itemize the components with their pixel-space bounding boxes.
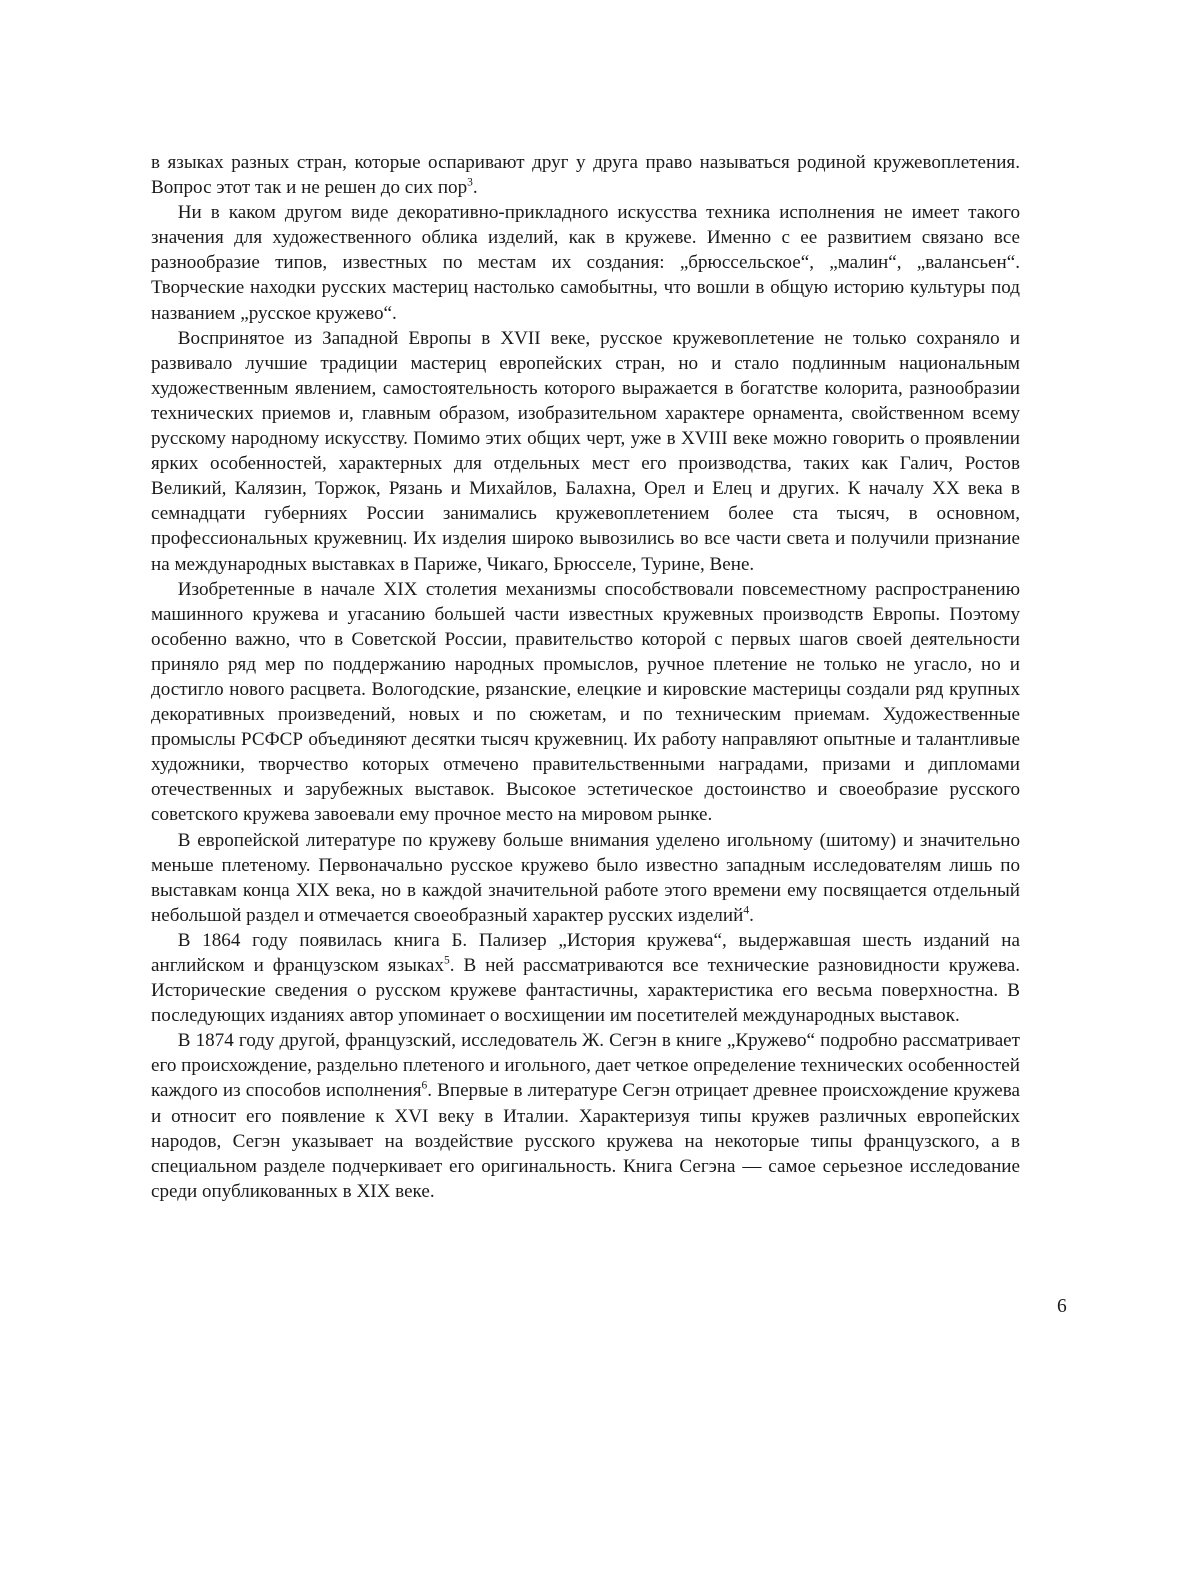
paragraph-text: Ни в каком другом виде декоративно-прикладного искусства техника исполнения не имеет такого значения для художественного облика изделий, как в кружеве. Именно с ее развитием связано все разнообразие типов, известных по местам их создания: „брюссельское“, „малин“, „валансьен“. Творческие находки русских мастериц настолько самобытны, что вошли в общую историю культуры под названием „русское кружево“. — [151, 202, 1020, 324]
footnote-marker: 3 — [467, 176, 473, 189]
paragraph-text: Воспринятое из Западной Европы в XVII веке, русское кружевоплетение не только сохраняло и развивало лучшие традиции мастериц европейских стран, но и стало подлинным национальным художественным явлением, самостоятельность которого выражается в богатстве колорита, разнообразии технических приемов и, главным образом, изобразительном характере орнамента, свойственном всему русскому народному искусству. Помимо этих общих черт, уже в XVIII веке можно говорить о проявлении ярких особенностей, характерных для отдельных мест его производства, таких как Галич, Ростов Великий, Калязин, Торжок, Рязань и Михайлов, Балахна, Орел и Елец и других. К началу XX века в семнадцати губерниях России занимались кружевоплетением более ста тысяч, в основном, профессиональных кружевниц. Их изделия широко вывозились во все части света и получили признание на международных выставках в Париже, Чикаго, Брюсселе, Турине, Вене. — [151, 327, 1020, 575]
paragraph-text: . — [749, 904, 754, 926]
paragraph-text: В 1864 году появилась книга Б. Пализер „История кружева“, выдержавшая шесть изданий на английском и французском языках — [151, 929, 1020, 976]
paragraph-text: В 1874 году другой, французский, исследователь Ж. Сегэн в книге „Кружево“ подробно рассматривает его происхождение, раздельно плетеного и игольного, дает четкое определение технических особенностей каждого из способов исполнения — [151, 1030, 1020, 1102]
footnote-marker: 6 — [421, 1080, 428, 1093]
paragraph-text: в языках разных стран, которые оспаривают друг у друга право называться родиной кружевоплетения. Вопрос этот так и не решен до сих пор — [151, 152, 1020, 199]
footnote-marker: 5 — [443, 954, 450, 967]
paragraph-text: . Впервые в литературе Сегэн отрицает древнее происхождение кружева и относит его появление к XVI веку в Италии. Характеризуя типы кружев различных европейских народов, Сегэн указывает на воздействие русского кружева на некоторые типы французского, а в специальном разделе подчеркивает его оригинальность. Книга Сегэна — самое серьезное исследование среди опубликованных в XIX веке. — [151, 1080, 1020, 1202]
paragraph-text: В европейской литературе по кружеву больше внимания уделено игольному (шитому) и значительно меньше плетеному. Первоначально русское кружево было известно западным исследователям лишь по выставкам конца XIX века, но в каждой значительной работе этого времени ему посвящается отдельный небольшой раздел и отмечается своеобразный характер русских изделий — [151, 829, 1020, 926]
paragraph — [151, 200, 1020, 325]
paragraph — [151, 1028, 1020, 1204]
page-body-text — [151, 150, 1020, 1204]
paragraph-text: . В ней рассматриваются все технические разновидности кружева. Исторические сведения о русском кружеве фантастичны, характеристика его весьма поверхностна. В последующих изданиях автор упоминает о восхищении им посетителей международных выставок. — [151, 955, 1020, 1027]
paragraph — [151, 828, 1020, 928]
paragraph — [151, 326, 1020, 577]
page-number: 6 — [1057, 1296, 1067, 1317]
paragraph-text: . — [472, 177, 478, 199]
footnote-marker: 4 — [743, 904, 750, 917]
paragraph — [151, 577, 1020, 828]
paragraph — [151, 150, 1020, 200]
paragraph — [151, 928, 1020, 1028]
paragraph-text: Изобретенные в начале XIX столетия механизмы способствовали повсеместному распространению машинного кружева и угасанию большей части известных кружевных производств Европы. Поэтому особенно важно, что в Советской России, правительство которой с первых шагов своей деятельности приняло ряд мер по поддержанию народных промыслов, ручное плетение не только не угасло, но и достигло нового расцвета. Вологодские, рязанские, елецкие и кировские мастерицы создали ряд крупных декоративных произведений, новых и по сюжетам, и по техническим приемам. Художественные промыслы РСФСР объединяют десятки тысяч кружевниц. Их работу направляют опытные и талантливые художники, творчество которых отмечено правительственными наградами, призами и дипломами отечественных и зарубежных выставок. Высокое эстетическое достоинство и своеобразие русского советского кружева завоевали ему прочное место на мировом рынке. — [151, 578, 1020, 826]
